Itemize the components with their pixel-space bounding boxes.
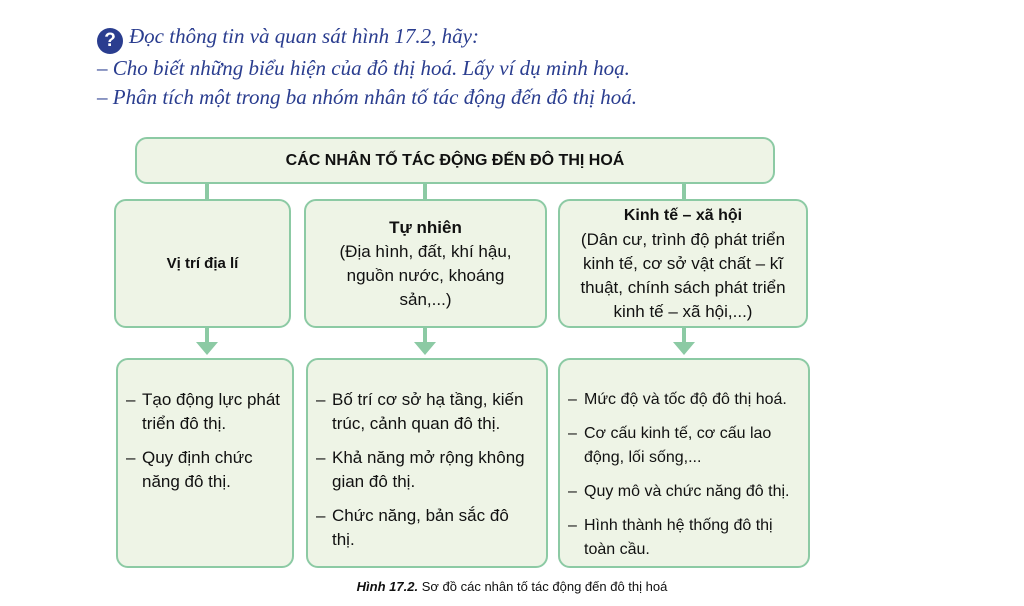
effect-item: – Cơ cấu kinh tế, cơ cấu lao động, lối sống,... <box>568 425 772 466</box>
factor-heading-nature: Tự nhiên <box>389 217 462 237</box>
factor-heading-socioeconomic: Kinh tế – xã hội <box>623 206 743 224</box>
connector-2 <box>423 184 427 200</box>
effect-item: – Quy định chức năng đô thị. <box>126 448 253 491</box>
factor-box-socioeconomic <box>558 199 808 328</box>
connector-1 <box>205 184 209 200</box>
arrow-stem-3 <box>682 328 686 343</box>
effect-item: – Khả năng mở rộng không gian đô thị. <box>316 448 525 491</box>
effect-item: – Chức năng, bản sắc đô thị. <box>316 506 509 549</box>
effect-item: – Bố trí cơ sở hạ tầng, kiến trúc, cảnh quan đô thị. <box>316 390 524 433</box>
diagram-title-box <box>135 137 775 184</box>
arrow-stem-1 <box>205 328 209 343</box>
caption-text: Sơ đồ các nhân tố tác động đến đô thị hoá <box>421 579 668 594</box>
arrow-down-icon-2 <box>414 342 436 355</box>
factor-box-location <box>114 199 291 328</box>
question-line-1 <box>97 22 637 54</box>
factor-detail-socioeconomic: (Dân cư, trình độ phát triển kinh tế, cơ sở vật chất – kĩ thuật, chính sách phát triển kinh tế – xã hội,...) <box>580 229 786 321</box>
effects-box-nature <box>306 358 548 568</box>
diagram-title: CÁC NHÂN TỐ TÁC ĐỘNG ĐẾN ĐÔ THỊ HOÁ <box>285 151 625 169</box>
factor-box-nature <box>304 199 547 328</box>
question-block <box>97 22 637 112</box>
arrow-down-icon-1 <box>196 342 218 355</box>
question-mark-icon: ? <box>97 28 123 54</box>
effects-box-location <box>116 358 294 568</box>
arrow-stem-2 <box>423 328 427 343</box>
effect-item: – Hình thành hệ thống đô thị toàn cầu. <box>568 517 773 558</box>
question-line-3: – Phân tích một trong ba nhóm nhân tố tác động đến đô thị hoá. <box>97 85 637 109</box>
factor-detail-nature: (Địa hình, đất, khí hậu, nguồn nước, khoáng sản,...) <box>339 241 512 309</box>
figure-caption <box>0 579 1024 594</box>
effect-item: – Quy mô và chức năng đô thị. <box>568 483 790 500</box>
factor-heading-location: Vị trí địa lí <box>166 254 239 272</box>
question-line-2: – Cho biết những biểu hiện của đô thị hoá. Lấy ví dụ minh hoạ. <box>97 56 630 80</box>
effect-item: – Tạo động lực phát triển đô thị. <box>126 390 281 433</box>
connector-3 <box>682 184 686 200</box>
question-intro: Đọc thông tin và quan sát hình 17.2, hãy: <box>129 24 479 48</box>
caption-label: Hình 17.2. <box>356 579 419 594</box>
effect-item: – Mức độ và tốc độ đô thị hoá. <box>568 391 787 408</box>
effects-box-socioeconomic <box>558 358 810 568</box>
arrow-down-icon-3 <box>673 342 695 355</box>
